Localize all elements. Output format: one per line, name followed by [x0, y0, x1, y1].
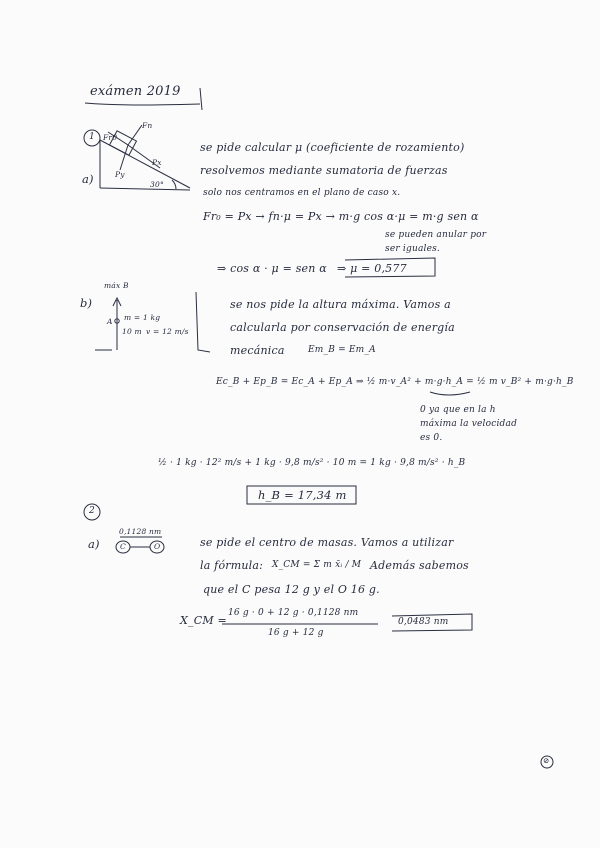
p1b-line3b: Em_B = Em_A: [308, 345, 376, 355]
p2a-eq-lhs: X_CM =: [180, 614, 227, 627]
p1-number: 1: [89, 132, 95, 142]
title-bracket: [200, 88, 202, 110]
p1-diagram-px-label: Px: [152, 158, 162, 167]
title-underline: [85, 103, 200, 105]
p1b-note1: 0 ya que en la h: [420, 405, 496, 415]
p1b-eq2: ½ · 1 kg · 12² m/s + 1 kg · 9,8 m/s² · 10 m = 1 kg · 9,8 m/s² · h_B: [158, 458, 466, 468]
p1b-diagram-point: A: [107, 317, 113, 326]
p2a-label: a): [88, 537, 100, 551]
p2a-result: 0,0483 nm: [398, 617, 449, 627]
p1-diagram-angle-label: 30°: [150, 180, 164, 189]
b-bracket: [196, 292, 210, 352]
p1a-label: a): [82, 172, 94, 186]
p2a-eq-denominator: 16 g + 12 g: [268, 628, 324, 638]
p1-diagram-fr-label: Fr0: [103, 133, 118, 142]
p1b-line3: mecánica: [230, 344, 285, 357]
p1-diagram-fn-label: Fn: [142, 121, 153, 130]
arrow-fn: [128, 125, 142, 145]
p2a-diagram-distance: 0,1128 nm: [119, 527, 162, 536]
p2a-line3: que el C pesa 12 g y el O 16 g.: [203, 583, 380, 596]
p1b-note3: es 0.: [420, 433, 443, 443]
p1b-eq1: Ec_B + Ep_B = Ec_A + Ep_A ⇒ ½ m·v_A² + m·g·h_A = ½ m v_B² + m·g·h_B: [216, 377, 574, 387]
p2a-line2: la fórmula:: [200, 559, 264, 572]
p1b-diagram-height: 10 m: [122, 327, 142, 336]
exam-title: exámen 2019: [90, 84, 181, 99]
p1b-result: h_B = 17,34 m: [258, 488, 347, 502]
p1b-diagram-mass: m = 1 kg: [124, 313, 161, 322]
p1a-line3: solo nos centramos en el plano de caso x.: [203, 188, 401, 198]
p1b-note2: máxima la velocidad: [420, 419, 518, 429]
p1a-line2: resolvemos mediante sumatoria de fuerzas: [200, 164, 448, 177]
angle-arc: [172, 180, 176, 189]
p2a-formula: X_CM = Σ m x̄ᵢ / M: [272, 560, 362, 570]
p1-diagram-py-label: Py: [115, 170, 125, 179]
p2a-line2b: Además sabemos: [370, 559, 469, 572]
p2-number: 2: [89, 506, 95, 516]
p1b-diagram-top: máx B: [104, 281, 129, 290]
p1a-note1: se pueden anular por: [385, 230, 487, 240]
arrow-py: [120, 145, 128, 170]
p2a-diagram-left: C: [120, 542, 126, 551]
p1b-line1: se nos pide la altura máxima. Vamos a: [230, 298, 451, 311]
page-mark: ⊘: [543, 756, 550, 765]
p2a-eq-numerator: 16 g · 0 + 12 g · 0,1128 nm: [228, 608, 359, 618]
p1a-line1: se pide calcular μ (coeficiente de rozamiento): [200, 141, 465, 154]
p1a-note2: ser iguales.: [385, 244, 440, 254]
p1a-eq2: ⇒ cos α · μ = sen α: [217, 262, 327, 275]
p1a-eq1: Fr₀ = Px → fn·μ = Px → m·g cos α·μ = m·g sen α: [203, 210, 479, 223]
p2a-diagram-right: O: [154, 542, 161, 551]
p1b-diagram-speed: v = 12 m/s: [146, 327, 189, 336]
underbrace: [430, 392, 470, 395]
p2a-line1: se pide el centro de masas. Vamos a utilizar: [200, 536, 454, 549]
p1b-line2: calcularla por conservación de energía: [230, 321, 455, 334]
p1a-result: ⇒ μ = 0,577: [337, 262, 407, 275]
p1b-label: b): [80, 296, 93, 310]
